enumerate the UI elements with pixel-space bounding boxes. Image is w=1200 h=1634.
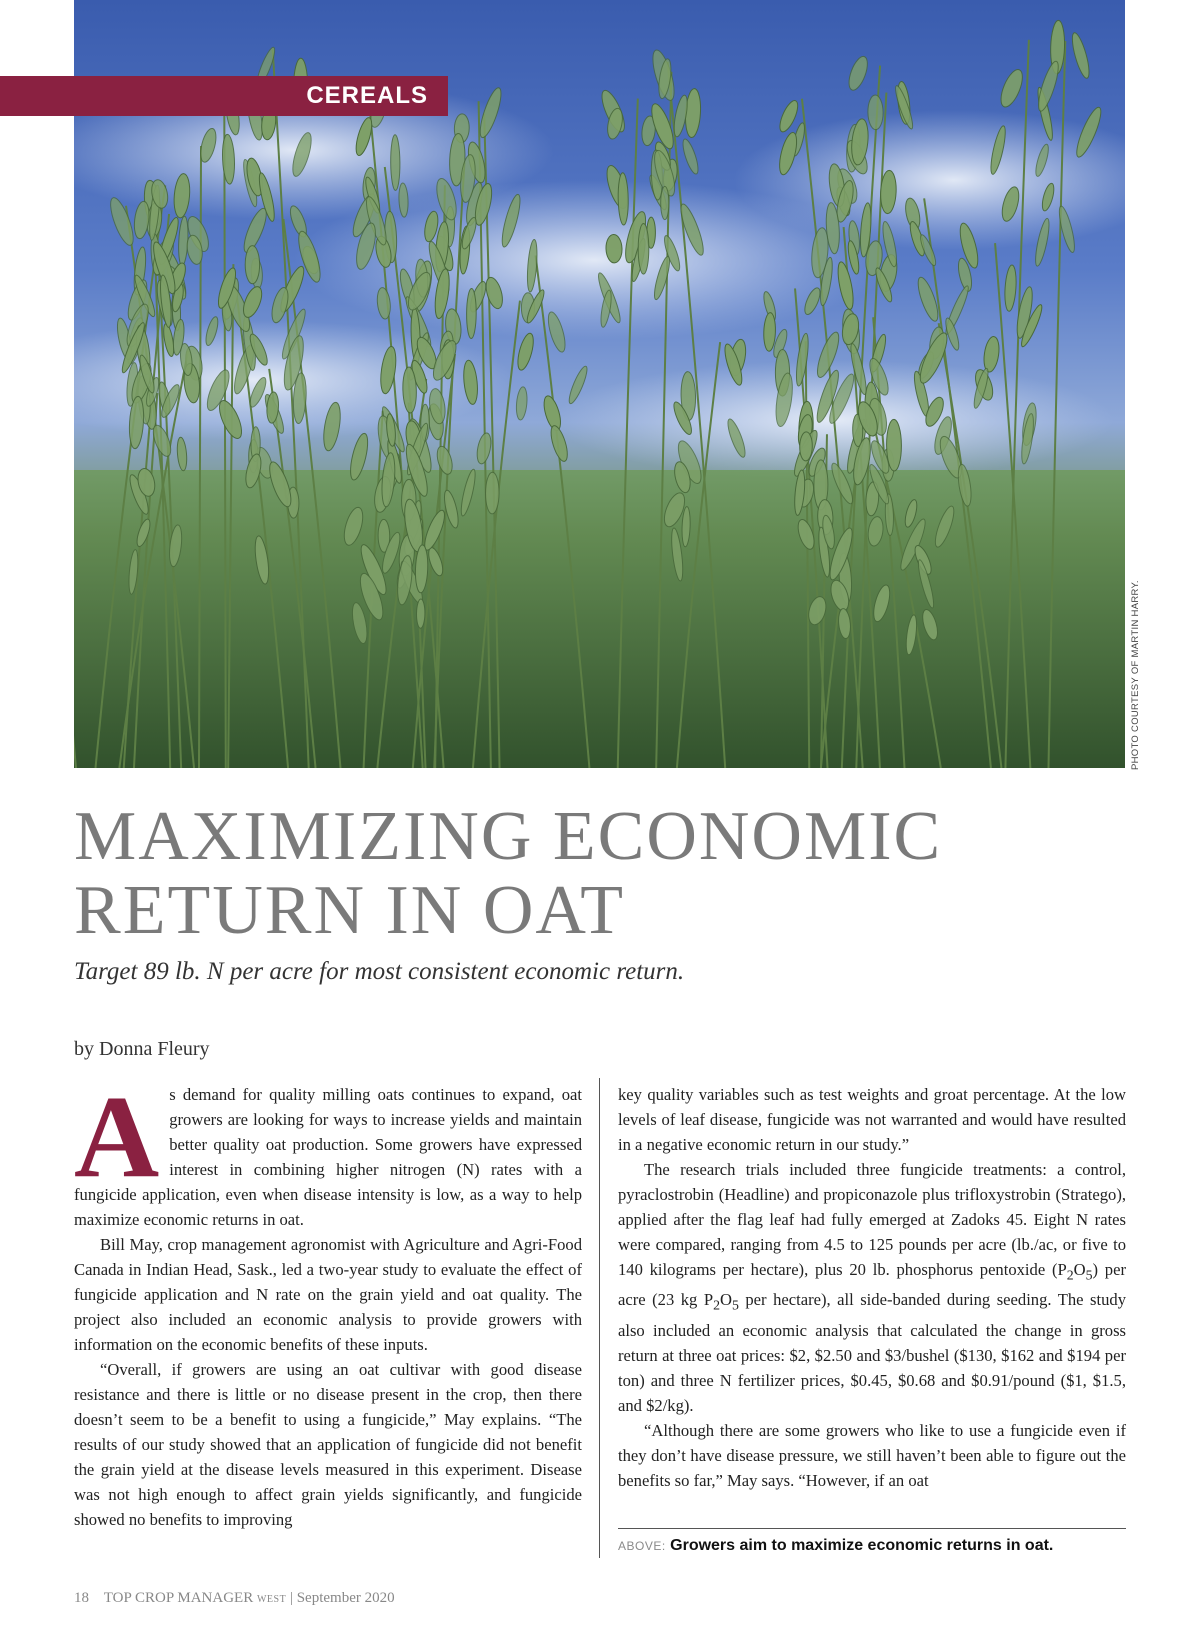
oat-spikelet (997, 67, 1027, 110)
magazine-edition: WEST (256, 1594, 287, 1605)
oat-spikelet (799, 432, 812, 461)
paragraph: “Although there are some growers who like to use a fungicide even if they don’t have disease pressure, we still haven’t been able to figure out the benefits so far,” May says. “However, if an oat (618, 1420, 1126, 1490)
oat-spikelet (1035, 60, 1062, 113)
oat-spikelet (661, 186, 669, 219)
oat-spikelet (868, 95, 884, 130)
paragraph-text: ) per acre (23 kg P (618, 1260, 1126, 1310)
paragraph (74, 1071, 582, 1232)
oat-spikelet (466, 288, 476, 338)
oat-spikelet (485, 472, 499, 514)
oat-spikelet (390, 135, 400, 191)
paragraph-text: per hectare), all side-banded during seeding. The study also included an economic analysis that calculated the change in gross return at three oat prices: $2, $2.50 and $3/bushel ($130, $162 and $194 per ton) and three N fertilizer prices, $0.45, $0.68 and $0.91/pound ($1, $1.5, and $2/kg). (618, 1290, 1126, 1415)
article-column-right (618, 1082, 1126, 1493)
headline-line-2: RETURN IN OAT (74, 872, 625, 949)
photo-credit: PHOTO COURTESY OF MARTIN HARRY. (1130, 580, 1141, 770)
oat-spikelet (606, 234, 623, 263)
magazine-name: TOP CROP MANAGER (103, 1590, 254, 1606)
oat-spikelet (475, 432, 493, 465)
paragraph: key quality variables such as test weights and groat percentage. At the low levels of leaf disease, fungicide was not warranted and would have resulted in a negative economic return in our study.” (618, 1085, 1126, 1154)
byline: by Donna Fleury (74, 1038, 210, 1060)
subscript: 5 (1085, 1267, 1093, 1283)
oat-spikelet (845, 54, 871, 92)
issue-date: September 2020 (296, 1590, 395, 1606)
section-label: CEREALS (0, 76, 448, 116)
paragraph: Bill May, crop management agronomist with Agriculture and Agri-Food Canada in Indian Head, Sask., led a two-year study to evaluate the effect of fungicide application and N rate on the grain yield and oat quality. The project also included an economic analysis to provide growers with information on the economic benefits of these inputs. (74, 1235, 582, 1354)
paragraph-text: O (719, 1290, 732, 1310)
caption-rule (618, 1528, 1126, 1529)
oat-spikelet (245, 246, 260, 284)
paragraph (618, 1157, 1126, 1418)
paragraph: “Overall, if growers are using an oat cultivar with good disease resistance and there is little or no disease present in the crop, then there doesn’t seem to be a benefit to using a fungicide,” May explains. “The results of our study showed that an application of fungicide did not benefit the grain yield at the disease levels measured in this experiment. Disease was not high enough to affect grain yields significantly, and fungicide showed no benefits to improving (74, 1360, 582, 1529)
oat-spikelet (416, 599, 425, 628)
page-number: 18 (74, 1590, 89, 1606)
oat-spikelet (1069, 31, 1092, 79)
drop-cap: A (74, 1071, 160, 1202)
paragraph-text: O (1073, 1260, 1086, 1279)
oat-spikelet (638, 224, 649, 275)
footer-separator: | (289, 1590, 293, 1606)
oat-spikelet (1004, 265, 1018, 312)
oat-spikelet (515, 332, 537, 372)
oat-spikelet (515, 386, 528, 420)
headline-line-1: MAXIMIZING ECONOMIC (74, 798, 943, 875)
page-footer (74, 1590, 395, 1607)
caption-text: Growers aim to maximize economic returns in oat. (670, 1537, 1054, 1554)
oat-spikelet (982, 336, 1001, 373)
article-headline (74, 800, 1134, 948)
photo-caption (618, 1537, 1138, 1555)
subscript: 2 (713, 1297, 720, 1313)
paragraph-text: s demand for quality milling oats continues to expand, oat growers are looking for ways to increase yields and maintain better quality oat production. Some growers have expressed interest in combining higher nitrogen (N) rates with a fungicide application, even when disease intensity is low, as a way to help maximize economic returns in oat. (74, 1085, 582, 1229)
column-divider (599, 1078, 600, 1558)
oat-spikelet (680, 137, 701, 175)
caption-label: ABOVE: (618, 1539, 666, 1553)
article-column-left (74, 1071, 582, 1532)
oat-spikelet (176, 437, 188, 471)
subscript: 5 (731, 1297, 739, 1313)
article-deck: Target 89 lb. N per acre for most consistent economic return. (74, 958, 685, 985)
subscript: 2 (1066, 1267, 1074, 1283)
paragraph-text: The research trials included three fungicide treatments: a control, pyraclostrobin (Headline) and propiconazole plus trifloxystrobin (Stratego), applied after the flag leaf had fully emerged at Zadoks 45. Eight N rates were compared, ranging from 4.5 to 125 pounds per acre (lb./ac, or five to 140 kilograms per hectare), plus 20 lb. phosphorus pentoxide (P (618, 1160, 1126, 1279)
